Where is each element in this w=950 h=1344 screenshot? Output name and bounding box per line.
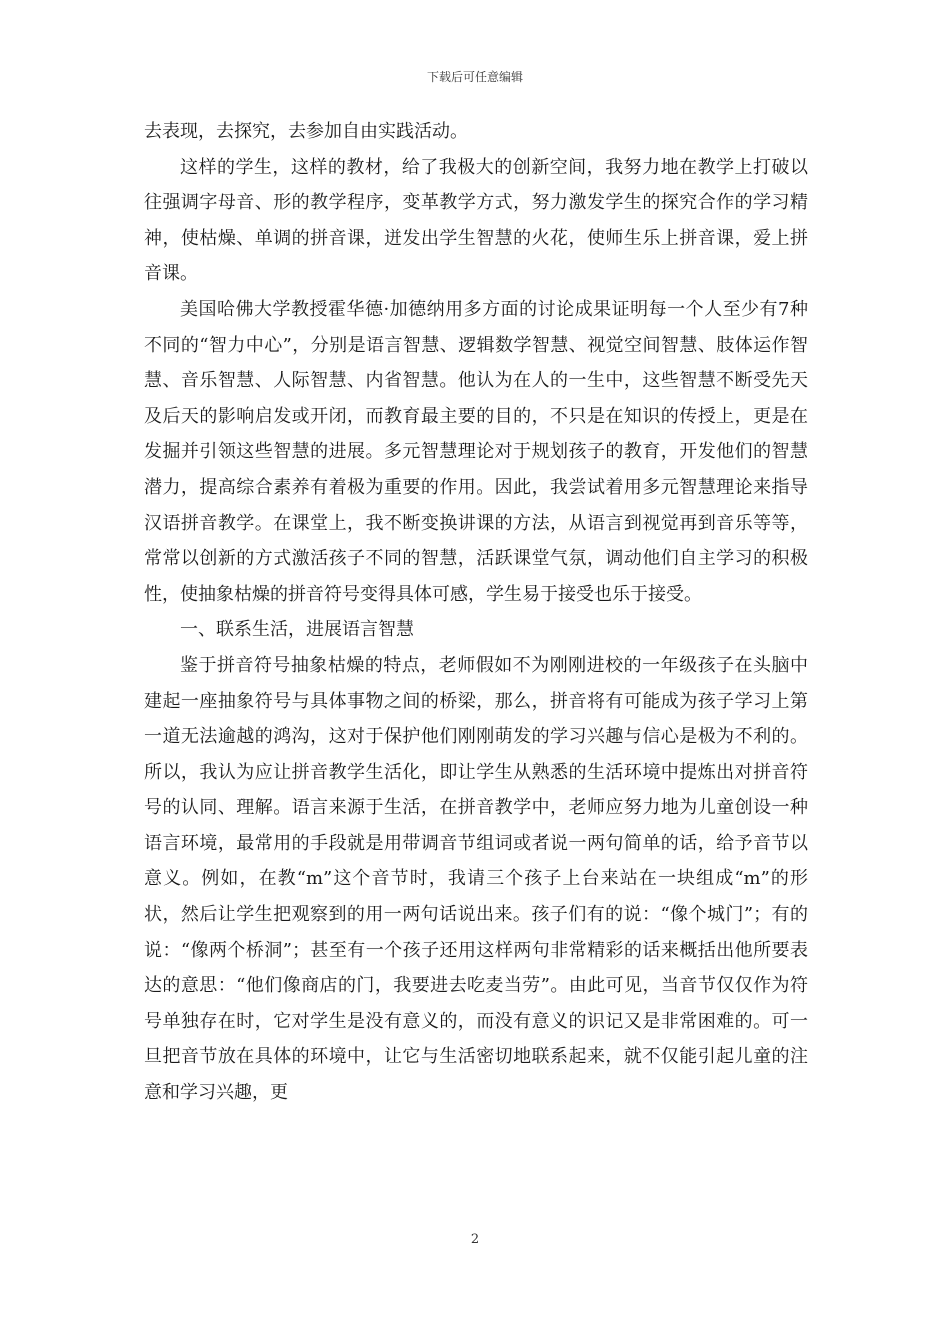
page-number: 2 — [470, 1232, 480, 1247]
section-heading: 一、联系生活，进展语言智慧 — [180, 619, 414, 641]
paragraph-3: 美国哈佛大学教授霍华德·加德纳用多方面的讨论成果证明每一个人至少有7种不同的“智力中心”，分别是语言智慧、逻辑数学智慧、视觉空间智慧、肢体运作智慧、音乐智慧、人际智慧、内省智慧。他认为在人的一生中，这些智慧不断受先天及后天的影响启发或开闭，而教育最主要的目的，不只是在知识的传授上，更是在发掘并引领这些智慧的进展。多元智慧理论对于规划孩子的教育，开发他们的智慧潜力，提高综合素养有着极为重要的作用。因此，我尝试着用多元智慧理论来指导汉语拼音教学。在课堂上，我不断变换讲课的方法，从语言到视觉再到音乐等等，常常以创新的方式激活孩子不同的智慧，活跃课堂气氛，调动他们自主学习的积极性，使抽象枯燥的拼音符号变得具体可感，学生易于接受也乐于接受。 — [144, 298, 808, 605]
paragraph-2: 这样的学生，这样的教材，给了我极大的创新空间，我努力地在教学上打破以往强调字母音、形的教学程序，变革教学方式，努力激发学生的探究合作的学习精神，使枯燥、单调的拼音课，迸发出学生智慧的火花，使师生乐上拼音课，爱上拼音课。 — [144, 156, 808, 285]
page-header: 下载后可任意编辑 — [426, 70, 523, 84]
paragraph-1: 去表现，去探究，去参加自由实践活动。 — [144, 121, 468, 142]
paragraph-4: 鉴于拼音符号抽象枯燥的特点，老师假如不为刚刚进校的一年级孩子在头脑中建起一座抽象符号与具体事物之间的桥梁，那么，拼音将有可能成为孩子学习上第一道无法逾越的鸿沟，这对于保护他们刚刚萌发的学习兴趣与信心是极为不利的。所以，我认为应让拼音教学生活化，即让学生从熟悉的生活环境中提炼出对拼音符号的认同、理解。语言来源于生活，在拼音教学中，老师应努力地为儿童创设一种语言环境，最常用的手段就是用带调音节组词或者说一两句简单的话，给予音节以意义。例如，在教“m”这个音节时，我请三个孩子上台来站在一块组成“m”的形状，然后让学生把观察到的用一两句话说出来。孩子们有的说：“像个城门”；有的说：“像两个桥洞”；甚至有一个孩子还用这样两句非常精彩的话来概括出他所要表达的意思：“他们像商店的门，我要进去吃麦当劳”。由此可见，当音节仅仅作为符号单独存在时，它对学生是没有意义的，而没有意义的识记又是非常困难的。可一旦把音节放在具体的环境中，让它与生活密切地联系起来，就不仅能引起儿童的注意和学习兴趣，更 — [144, 654, 808, 1104]
body-text — [144, 114, 808, 1111]
